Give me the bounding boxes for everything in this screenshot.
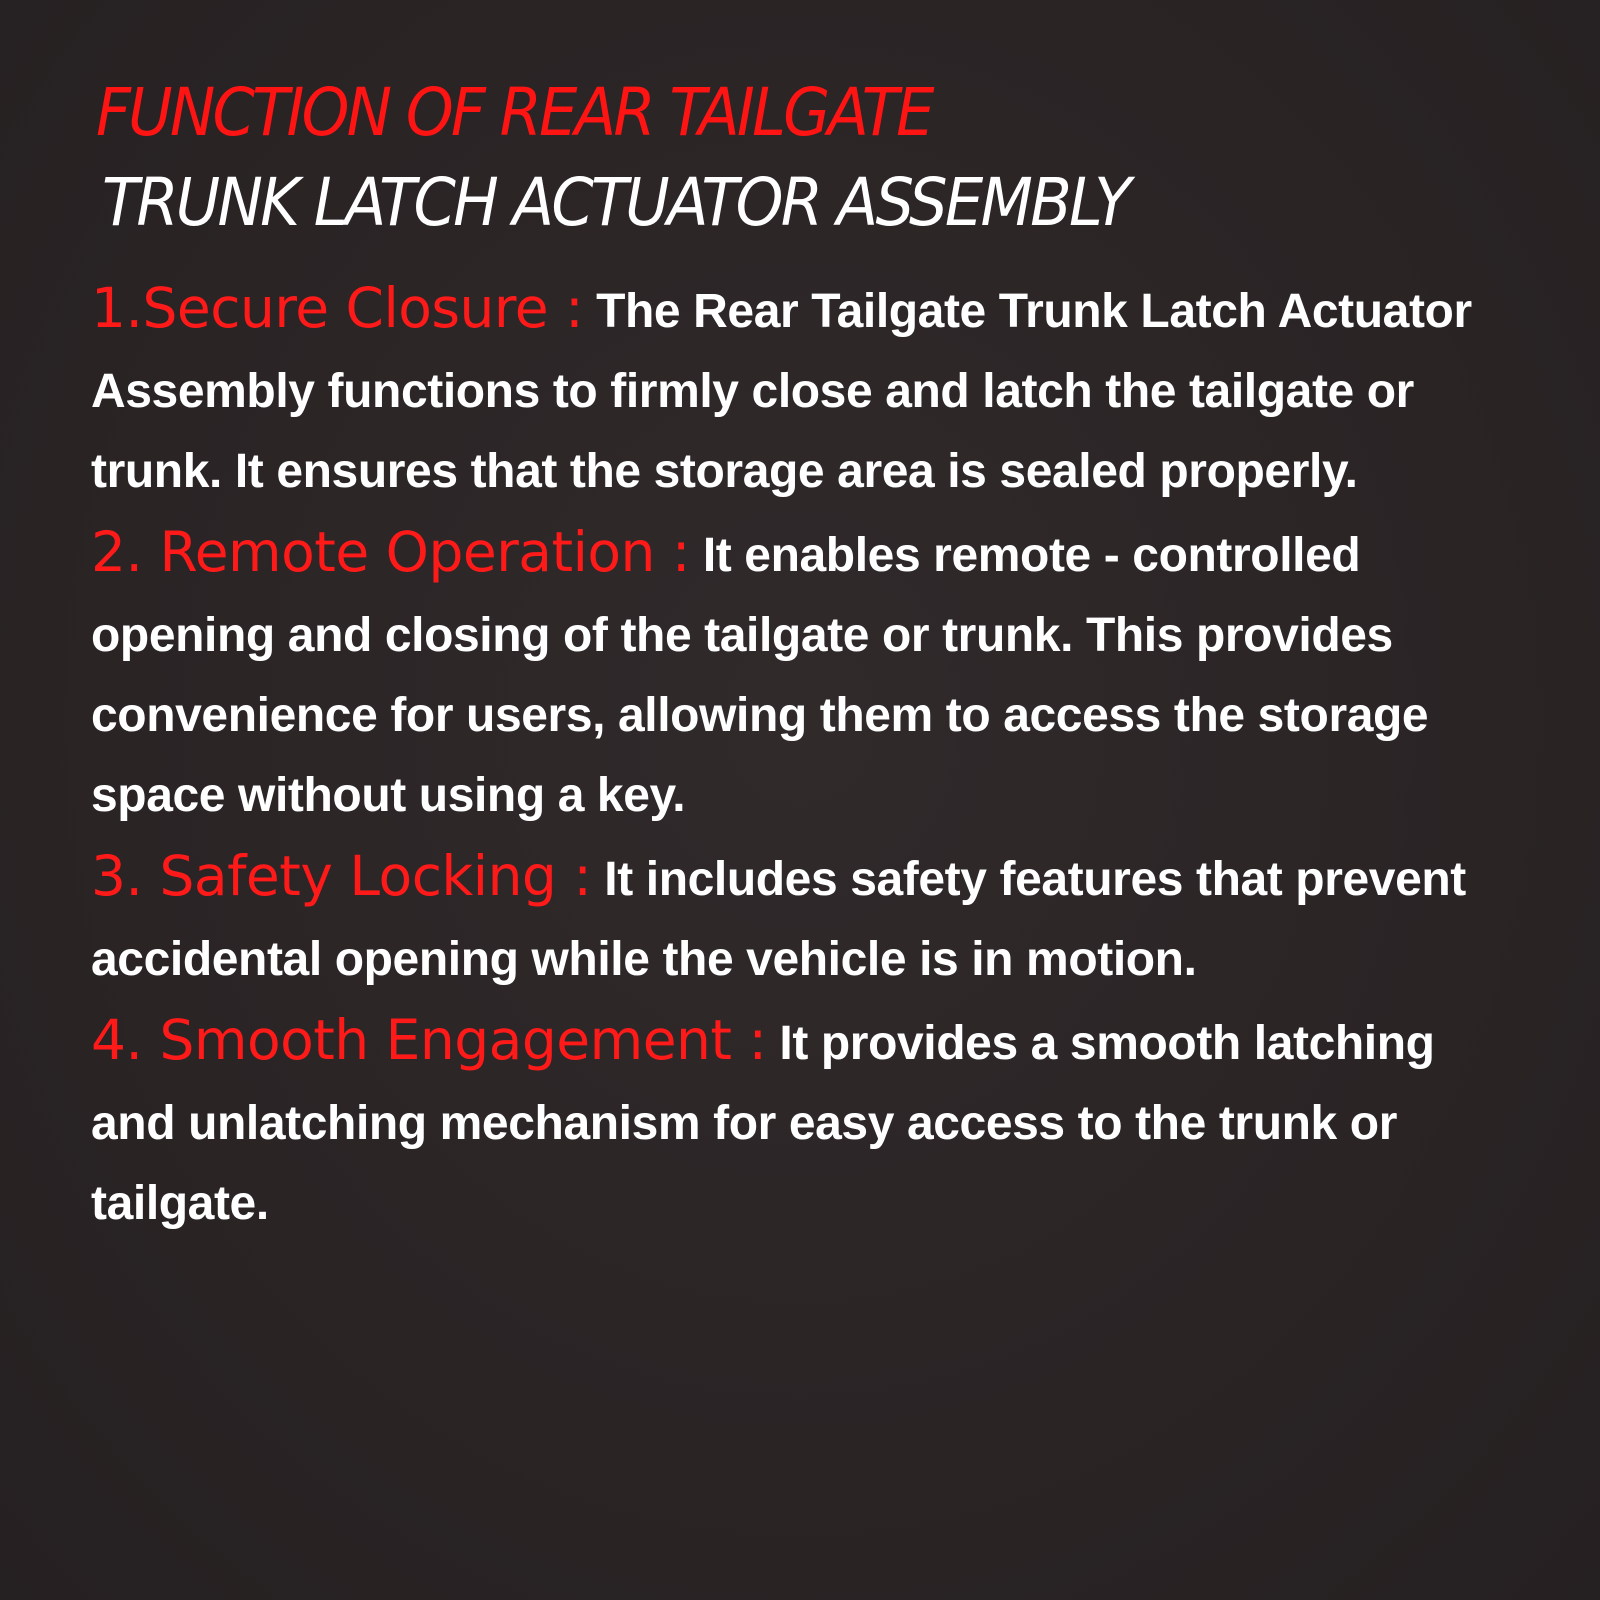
point-secure-closure [91,268,1531,512]
point-label: 1.Secure Closure : [91,276,584,340]
point-safety-locking [91,836,1531,1000]
function-list [91,268,1531,1244]
point-text: It enables remote - controlled opening and closing of the tailgate or trunk. This provides convenience for users, allowing them to access the storage space without using a key. [91,529,1429,822]
title-block [96,68,1516,248]
point-remote-operation [91,512,1531,836]
point-label: 4. Smooth Engagement : [91,1008,767,1072]
title-line-2: TRUNK LATCH ACTUATOR ASSEMBLY [102,164,1129,241]
title-line-1: FUNCTION OF REAR TAILGATE [96,74,932,151]
point-label: 3. Safety Locking : [91,844,592,908]
point-text: It includes safety features that prevent accidental opening while the vehicle is in motion. [91,853,1466,986]
point-label: 2. Remote Operation : [91,520,690,584]
point-smooth-engagement [91,1000,1531,1244]
point-text: It provides a smooth latching and unlatching mechanism for easy access to the trunk or tailgate. [91,1017,1435,1230]
point-text: The Rear Tailgate Trunk Latch Actuator Assembly functions to firmly close and latch the tailgate or trunk. It ensures that the storage area is sealed properly. [91,285,1472,498]
